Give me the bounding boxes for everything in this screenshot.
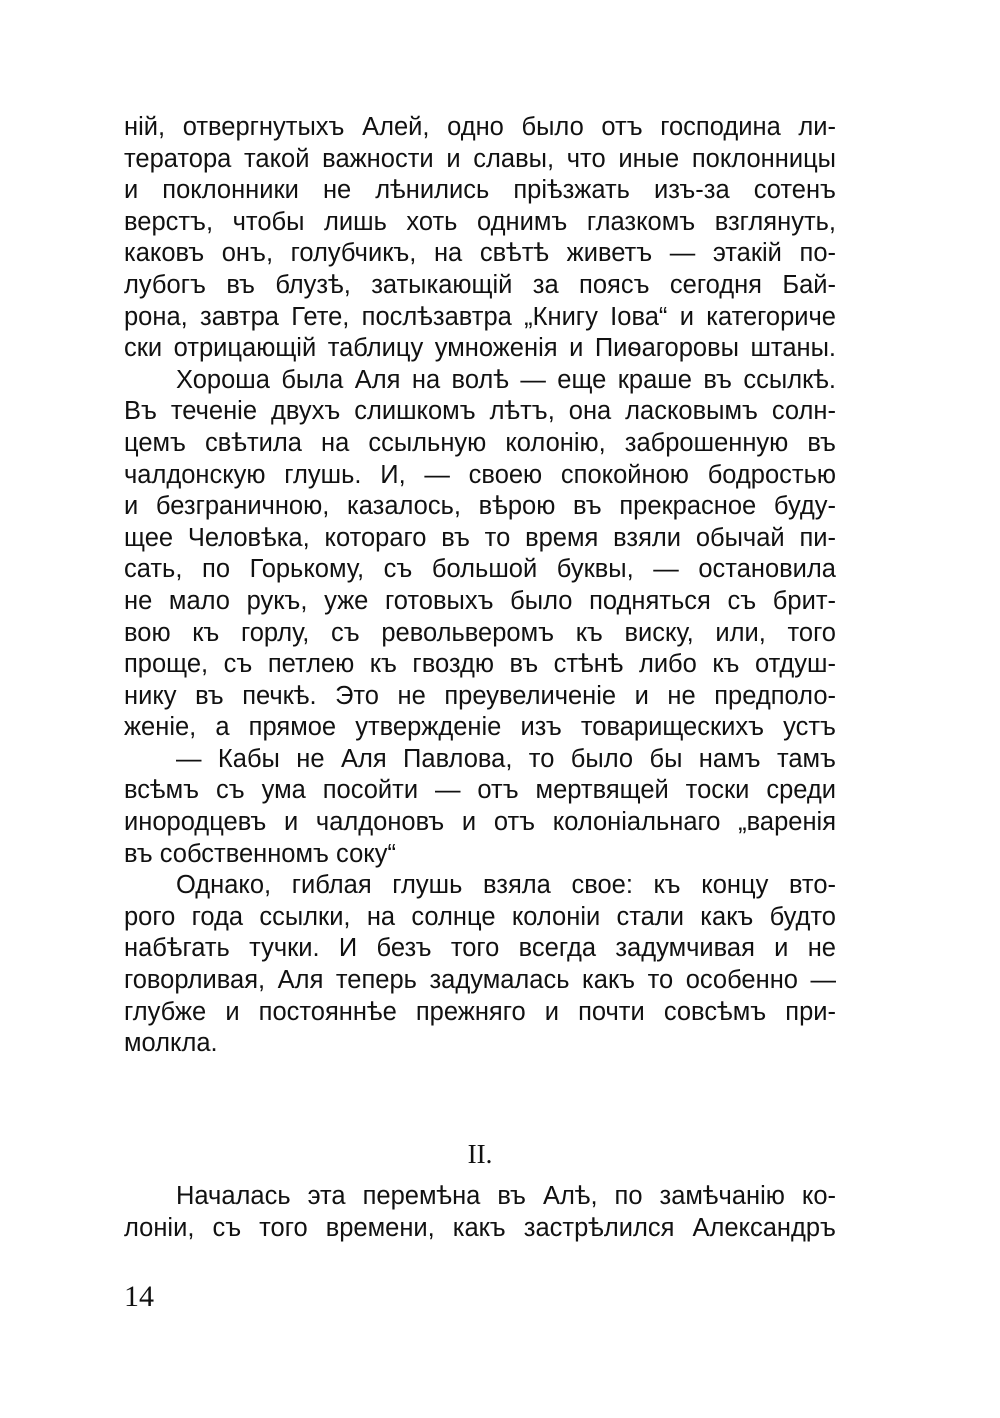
text-line: рона, завтра Гете, послѣзавтра „Книгу Іова“ и категориче: [124, 302, 836, 331]
text-line: — Кабы не Аля Павлова, то было бы намъ тамъ: [176, 744, 836, 773]
text-line: молкла.: [124, 1029, 218, 1058]
paragraph-5: [124, 1181, 836, 1244]
chapter-text: [124, 1181, 836, 1244]
paragraph-1: [124, 112, 836, 365]
chapter-heading: II.: [467, 1139, 493, 1169]
text-line: не мало рукъ, уже готовыхъ было подняться съ брит-: [124, 586, 836, 615]
text-line: Хороша была Аля на волѣ — еще краше въ ссылкѣ.: [176, 365, 836, 394]
text-line: и безграничною, казалось, вѣрою въ прекрасное буду-: [124, 492, 836, 521]
text-line: вою къ горлу, съ револьверомъ къ виску, или, того: [124, 618, 836, 647]
text-line: глубже и постояннѣе прежняго и почти совсѣмъ при-: [124, 997, 836, 1026]
text-line: сать, по Горькому, съ большой буквы, — остановила: [124, 555, 836, 584]
text-line: лубогъ въ блузѣ, затыкающій за поясъ сегодня Бай-: [124, 270, 836, 299]
paragraph-2: [124, 365, 836, 744]
text-line: рого года ссылки, на солнце колоніи стали какъ будто: [124, 902, 836, 931]
text-line: щее Человѣка, котораго въ то время взяли обычай пи-: [124, 523, 836, 552]
text-line: ски отрицающій таблицу умноженія и Пиѳагоровы штаны.: [124, 334, 836, 363]
text-line: чалдонскую глушь. И, — своею спокойною бодростью: [124, 460, 836, 489]
paragraph-3: [124, 744, 836, 870]
text-line: тератора такой важности и славы, что иные поклонницы: [124, 144, 836, 173]
text-line: въ собственномъ соку“: [124, 839, 396, 868]
text-line: и поклонники не лѣнились пріѣзжать изъ-за сотенъ: [124, 176, 836, 205]
text-line: цемъ свѣтила на ссыльную колонію, заброшенную въ: [124, 428, 836, 457]
body-text: [124, 112, 836, 1060]
text-line: Въ теченіе двухъ слишкомъ лѣтъ, она ласковымъ солн-: [124, 397, 836, 426]
text-line: женіе, а прямое утвержденіе изъ товарищескихъ устъ: [124, 713, 836, 742]
text-line: лоніи, съ того времени, какъ застрѣлился Александръ: [124, 1213, 836, 1242]
text-line: набѣгать тучки. И безъ того всегда задумчивая и не: [124, 934, 836, 963]
paragraph-4: [124, 870, 836, 1060]
text-line: говорливая, Аля теперь задумалась какъ то особенно —: [124, 966, 836, 995]
text-line: Началась эта перемѣна въ Алѣ, по замѣчанію ко-: [176, 1182, 836, 1210]
text-line: нику въ печкѣ. Это не преувеличеніе и не предполо-: [124, 681, 836, 710]
text-line: всѣмъ съ ума посойти — отъ мертвящей тоски среди: [124, 776, 836, 805]
text-line: каковъ онъ, голубчикъ, на свѣтѣ живетъ — этакій по-: [124, 239, 836, 268]
page-number: 14: [124, 1280, 154, 1313]
text-line: инородцевъ и чалдоновъ и отъ колоніальнаго „варенія: [124, 808, 836, 837]
text-line: верстъ, чтобы лишь хоть однимъ глазкомъ взглянуть,: [124, 207, 836, 236]
text-line: проще, съ петлею къ гвоздю въ стѣнѣ либо къ отдуш-: [124, 650, 836, 679]
text-line: ній, отвергнутыхъ Алей, одно было отъ господина ли-: [124, 113, 836, 141]
text-line: Однако, гиблая глушь взяла свое: къ концу вто-: [176, 871, 836, 900]
